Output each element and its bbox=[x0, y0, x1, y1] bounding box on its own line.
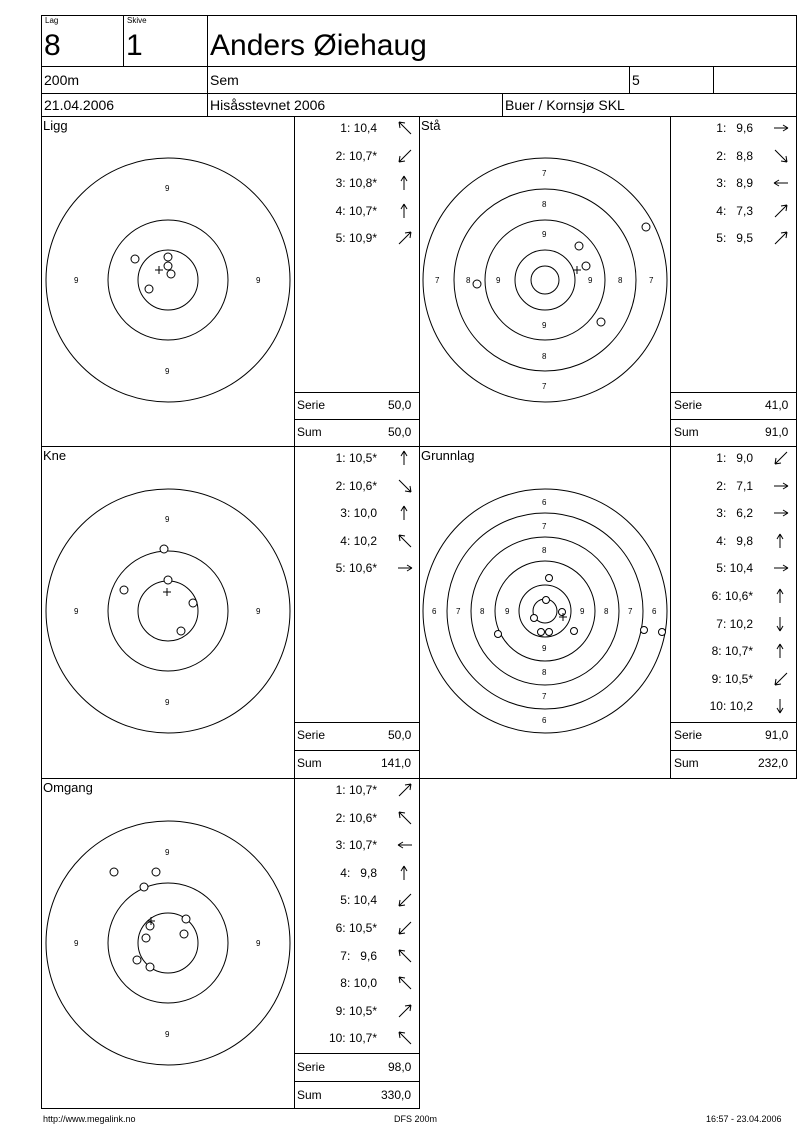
arrow-up-left-icon bbox=[396, 532, 414, 550]
ring-label: 8 bbox=[542, 200, 547, 209]
ring-label: 9 bbox=[496, 276, 501, 285]
shot-hole bbox=[659, 629, 666, 636]
arrow-up-right-icon bbox=[772, 229, 790, 247]
sum-label: Sum bbox=[674, 425, 699, 439]
arrow-up-left-icon bbox=[396, 119, 414, 137]
shot-hole bbox=[146, 922, 154, 930]
footer-timestamp: 16:57 - 23.04.2006 bbox=[706, 1114, 782, 1124]
ring-label: 7 bbox=[542, 169, 547, 178]
shot-score: 4: 10,2 bbox=[340, 533, 377, 548]
shot-hole bbox=[146, 963, 154, 971]
shot-score: 5: 10,4 bbox=[716, 561, 753, 576]
ring-label: 9 bbox=[165, 848, 170, 857]
arrow-down-left-icon bbox=[396, 891, 414, 909]
number-value: 5 bbox=[632, 72, 640, 88]
club-short: Sem bbox=[210, 72, 239, 88]
ring-label: 9 bbox=[542, 230, 547, 239]
section-title-omgang: Omgang bbox=[43, 780, 93, 795]
arrow-left-icon bbox=[772, 174, 790, 192]
arrow-right-icon bbox=[396, 559, 414, 577]
ring-label: 9 bbox=[165, 367, 170, 376]
sum-value: 50,0 bbox=[388, 425, 412, 439]
arrow-up-left-icon bbox=[396, 974, 414, 992]
serie-label: Serie bbox=[297, 728, 326, 742]
shot-score: 3: 10,8* bbox=[335, 176, 377, 191]
arrow-down-left-icon bbox=[396, 919, 414, 937]
ring-labels-kne bbox=[74, 515, 261, 707]
arrow-down-right-icon bbox=[772, 147, 790, 165]
shot-score: 1: 10,4 bbox=[340, 121, 377, 135]
ring-label: 8 bbox=[466, 276, 471, 285]
serie-value: 50,0 bbox=[388, 398, 412, 412]
event-name: Hisåsstevnet 2006 bbox=[210, 97, 326, 113]
shot-score: 2: 8,8 bbox=[716, 148, 753, 163]
lag-label: Lag bbox=[45, 16, 59, 25]
shot-score: 3: 8,9 bbox=[716, 176, 753, 191]
sum-label: Sum bbox=[297, 756, 322, 770]
arrow-up-right-icon bbox=[396, 1002, 414, 1020]
sum-label: Sum bbox=[297, 425, 322, 439]
arrow-up-right-icon bbox=[396, 229, 414, 247]
group-center-mark bbox=[155, 266, 163, 274]
ring-label: 8 bbox=[542, 668, 547, 677]
shot-score: 1: 9,6 bbox=[716, 121, 753, 135]
target-ligg bbox=[46, 158, 290, 402]
shot-hole bbox=[164, 253, 172, 261]
ring-label: 6 bbox=[652, 607, 657, 616]
serie-value: 50,0 bbox=[388, 728, 412, 742]
shot-score: 3: 10,7* bbox=[335, 838, 377, 853]
arrow-up-icon bbox=[772, 532, 790, 550]
arrow-right-icon bbox=[772, 119, 790, 137]
shot-hole bbox=[120, 586, 128, 594]
arrow-right-icon bbox=[772, 504, 790, 522]
lag-value: 8 bbox=[44, 29, 61, 62]
shots-kne bbox=[120, 545, 197, 635]
shot-score: 3: 10,0 bbox=[340, 506, 377, 521]
footer-program: DFS 200m bbox=[394, 1114, 438, 1124]
arrow-up-left-icon bbox=[396, 809, 414, 827]
serie-label: Serie bbox=[674, 728, 703, 742]
shot-score: 8: 10,7* bbox=[711, 644, 753, 659]
shot-score: 4: 9,8 bbox=[340, 865, 377, 880]
shot-hole bbox=[546, 575, 553, 582]
shot-score: 2: 10,6* bbox=[335, 478, 377, 493]
ring-label: 9 bbox=[74, 276, 79, 285]
shot-score: 10: 10,2 bbox=[709, 699, 753, 714]
shooter-name: Anders Øiehaug bbox=[210, 29, 427, 62]
date: 21.04.2006 bbox=[44, 97, 115, 113]
ring-labels-sta bbox=[435, 169, 654, 391]
sum-value: 232,0 bbox=[758, 756, 789, 770]
shot-score: 7: 10,2 bbox=[716, 616, 753, 631]
shot-score: 5: 9,5 bbox=[716, 231, 753, 246]
ring-label: 7 bbox=[435, 276, 440, 285]
arrow-down-left-icon bbox=[396, 147, 414, 165]
shot-hole bbox=[559, 609, 566, 616]
section-title-kne: Kne bbox=[43, 448, 67, 463]
sum-value: 141,0 bbox=[381, 756, 412, 770]
arrow-up-left-icon bbox=[396, 947, 414, 965]
ring-label: 9 bbox=[256, 939, 261, 948]
arrow-down-left-icon bbox=[772, 449, 790, 467]
arrow-down-icon bbox=[772, 697, 790, 715]
shot-hole bbox=[543, 597, 550, 604]
shot-score: 3: 6,2 bbox=[716, 506, 753, 521]
shot-hole bbox=[495, 631, 502, 638]
ring-label: 9 bbox=[165, 515, 170, 524]
sum-value: 91,0 bbox=[765, 425, 789, 439]
shot-score: 10: 10,7* bbox=[328, 1031, 377, 1046]
ring-label: 7 bbox=[628, 607, 633, 616]
shot-hole bbox=[164, 262, 172, 270]
target-omgang bbox=[46, 821, 290, 1065]
shot-score: 1: 10,5* bbox=[335, 451, 377, 465]
shot-score: 5: 10,9* bbox=[335, 231, 377, 246]
arrow-down-left-icon bbox=[772, 670, 790, 688]
ring-label: 8 bbox=[618, 276, 623, 285]
section-title-ligg: Ligg bbox=[43, 118, 68, 133]
ring-label: 9 bbox=[505, 607, 510, 616]
arrow-up-icon bbox=[396, 449, 414, 467]
shot-score: 2: 10,7* bbox=[335, 148, 377, 163]
shot-hole bbox=[575, 242, 583, 250]
ring-label: 9 bbox=[542, 321, 547, 330]
shot-score: 5: 10,4 bbox=[340, 893, 377, 908]
ring-labels-ligg bbox=[74, 184, 261, 376]
arrow-up-icon bbox=[396, 504, 414, 522]
ring-label: 9 bbox=[74, 939, 79, 948]
sum-label: Sum bbox=[297, 1088, 322, 1102]
arrow-up-left-icon bbox=[396, 1029, 414, 1047]
ring-label: 9 bbox=[256, 607, 261, 616]
arrow-up-right-icon bbox=[772, 202, 790, 220]
section-title-grunnlag: Grunnlag bbox=[421, 448, 475, 463]
shot-hole bbox=[642, 223, 650, 231]
shot-hole bbox=[182, 915, 190, 923]
ring-label: 8 bbox=[542, 352, 547, 361]
shots-ligg bbox=[131, 253, 175, 293]
footer-url: http://www.megalink.no bbox=[43, 1114, 136, 1124]
shot-score: 1: 10,7* bbox=[335, 783, 377, 797]
serie-label: Serie bbox=[297, 398, 326, 412]
shot-hole bbox=[160, 545, 168, 553]
ring-label: 9 bbox=[542, 644, 547, 653]
skive-label: Skive bbox=[127, 16, 147, 25]
ring-label: 8 bbox=[542, 546, 547, 555]
shot-hole bbox=[582, 262, 590, 270]
shot-score: 6: 10,5* bbox=[335, 921, 377, 935]
serie-value: 91,0 bbox=[765, 728, 789, 742]
ring-labels-grunnlag bbox=[432, 498, 657, 725]
arrow-up-icon bbox=[772, 587, 790, 605]
arrow-down-icon bbox=[772, 615, 790, 633]
ring-label: 9 bbox=[165, 184, 170, 193]
shot-hole bbox=[133, 956, 141, 964]
shot-hole bbox=[538, 629, 545, 636]
shot-score: 9: 10,5* bbox=[335, 1003, 377, 1018]
shot-hole bbox=[167, 270, 175, 278]
ring-label: 9 bbox=[588, 276, 593, 285]
shot-hole bbox=[110, 868, 118, 876]
shot-hole bbox=[531, 615, 538, 622]
skive-value: 1 bbox=[126, 29, 143, 62]
arrow-right-icon bbox=[772, 559, 790, 577]
shot-score: 9: 10,5* bbox=[711, 671, 753, 686]
serie-label: Serie bbox=[297, 1060, 326, 1074]
ring-label: 6 bbox=[542, 716, 547, 725]
shot-hole bbox=[142, 934, 150, 942]
serie-value: 98,0 bbox=[388, 1060, 412, 1074]
shots-grunnlag bbox=[495, 575, 666, 638]
arrow-up-right-icon bbox=[396, 781, 414, 799]
arrow-up-icon bbox=[772, 642, 790, 660]
ring-label: 9 bbox=[580, 607, 585, 616]
ring-label: 7 bbox=[456, 607, 461, 616]
ring-labels-omgang bbox=[74, 848, 261, 1039]
arrow-right-icon bbox=[772, 477, 790, 495]
group-center-mark bbox=[163, 588, 171, 596]
shot-score: 7: 9,6 bbox=[340, 948, 377, 963]
arrow-down-right-icon bbox=[396, 477, 414, 495]
ring-label: 9 bbox=[256, 276, 261, 285]
shot-score: 4: 9,8 bbox=[716, 533, 753, 548]
ring-label: 7 bbox=[542, 382, 547, 391]
shot-hole bbox=[177, 627, 185, 635]
shot-score: 8: 10,0 bbox=[340, 976, 377, 991]
ring-label: 9 bbox=[74, 607, 79, 616]
shot-hole bbox=[473, 280, 481, 288]
arrow-left-icon bbox=[396, 836, 414, 854]
target-sta bbox=[423, 158, 667, 402]
target-kne bbox=[46, 489, 290, 733]
shot-score: 6: 10,6* bbox=[711, 589, 753, 603]
shots-sta bbox=[473, 223, 650, 326]
shot-hole bbox=[140, 883, 148, 891]
shot-hole bbox=[546, 629, 553, 636]
ring-label: 7 bbox=[649, 276, 654, 285]
shot-hole bbox=[131, 255, 139, 263]
ring-label: 8 bbox=[604, 607, 609, 616]
sum-label: Sum bbox=[674, 756, 699, 770]
sum-value: 330,0 bbox=[381, 1088, 412, 1102]
shot-hole bbox=[164, 576, 172, 584]
ring-label: 7 bbox=[542, 522, 547, 531]
shot-score: 2: 10,6* bbox=[335, 810, 377, 825]
ring-label: 9 bbox=[165, 698, 170, 707]
ring-label: 6 bbox=[542, 498, 547, 507]
serie-value: 41,0 bbox=[765, 398, 789, 412]
ring-label: 8 bbox=[480, 607, 485, 616]
ring-label: 6 bbox=[432, 607, 437, 616]
shot-hole bbox=[152, 868, 160, 876]
ring-label: 7 bbox=[542, 692, 547, 701]
serie-label: Serie bbox=[674, 398, 703, 412]
shot-score: 4: 10,7* bbox=[335, 203, 377, 218]
range-name: Buer / Kornsjø SKL bbox=[505, 97, 625, 113]
section-title-sta: Stå bbox=[421, 118, 441, 133]
shot-hole bbox=[597, 318, 605, 326]
shot-score: 2: 7,1 bbox=[716, 478, 753, 493]
shot-score: 4: 7,3 bbox=[716, 203, 753, 218]
arrow-up-icon bbox=[396, 202, 414, 220]
shot-hole bbox=[180, 930, 188, 938]
arrow-up-icon bbox=[396, 864, 414, 882]
shot-hole bbox=[189, 599, 197, 607]
ring-label: 9 bbox=[165, 1030, 170, 1039]
shot-hole bbox=[571, 628, 578, 635]
distance: 200m bbox=[44, 72, 80, 88]
ring-8 bbox=[46, 158, 290, 402]
ring-9 bbox=[108, 220, 228, 340]
shot-score: 5: 10,6* bbox=[335, 561, 377, 576]
arrow-up-icon bbox=[396, 174, 414, 192]
shot-hole bbox=[641, 627, 648, 634]
shot-hole bbox=[145, 285, 153, 293]
shot-score: 1: 9,0 bbox=[716, 451, 753, 465]
